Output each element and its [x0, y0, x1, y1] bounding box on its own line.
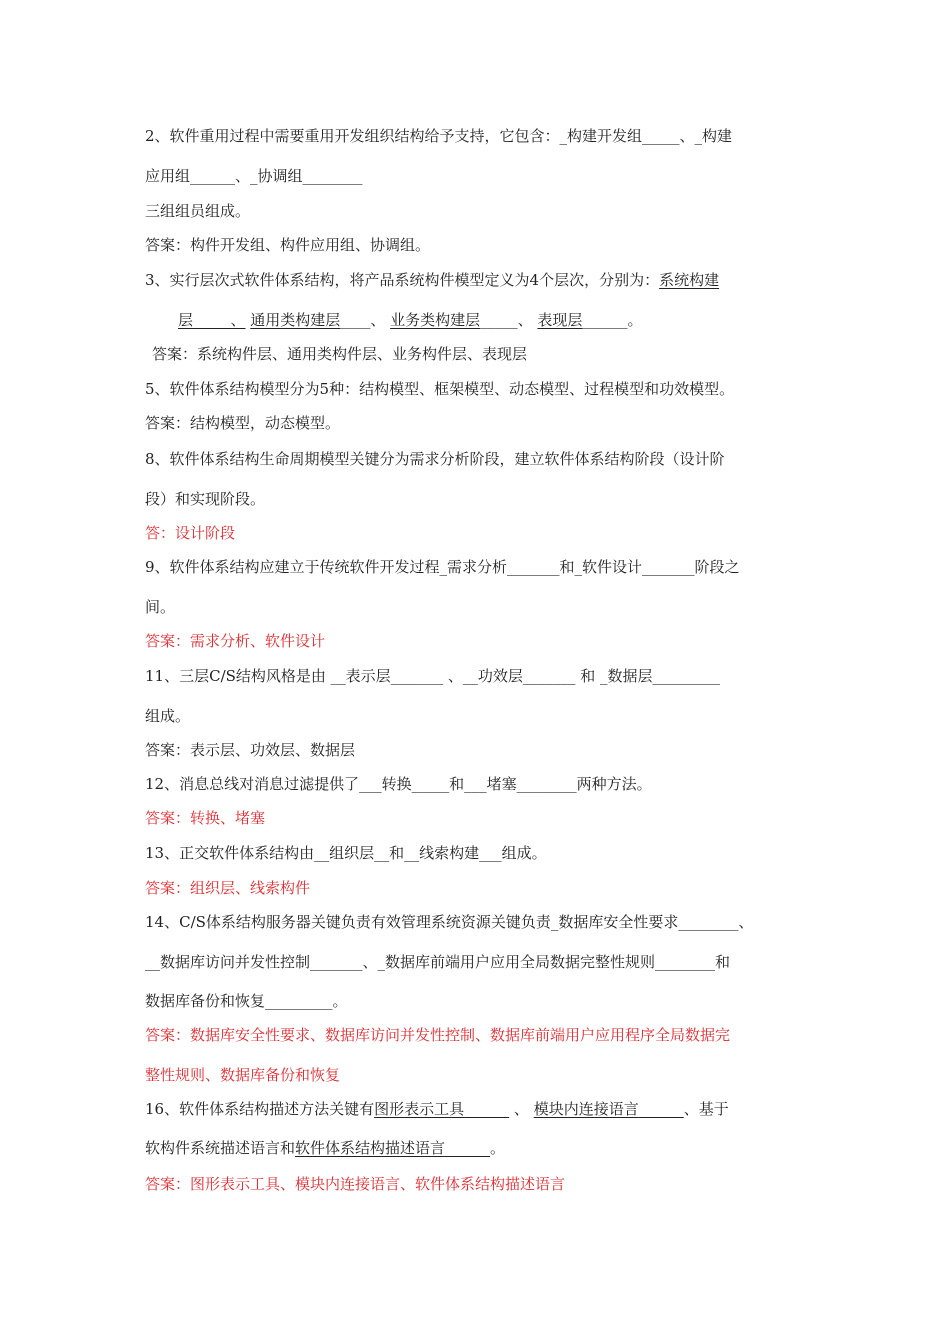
question-8-line-1: 8、软件体系结构生命周期模型关键分为需求分析阶段，建立软件体系结构阶段（设计阶	[145, 450, 725, 468]
question-9-line-2: 间。	[145, 598, 176, 616]
blank-answer: 软件体系结构描述语言	[295, 1139, 446, 1157]
question-5: 5、软件体系结构模型分为5种：结构模型、框架模型、动态模型、过程模型和功效模型。	[145, 380, 735, 398]
question-8-line-2: 段）和实现阶段。	[145, 490, 266, 508]
question-11-line-1: 11、三层C/S结构风格是由 __表示层_______ 、__功效层_______ 和 _数据层_________	[145, 667, 720, 685]
blank-answer: 层_____、	[178, 311, 246, 329]
blank-fill: ____、	[340, 311, 386, 329]
question-12: 12、消息总线对消息过滤提供了___转换_____和___堵塞________两种方法。	[145, 775, 652, 793]
blank-fill	[464, 1100, 509, 1118]
question-14-line-3: 数据库备份和恢复_________。	[145, 992, 348, 1010]
answer-3: 答案：系统构件层、通用类构件层、业务构件层、表现层	[152, 345, 528, 363]
question-16-line-2	[145, 1138, 840, 1158]
answer-11: 答案：表示层、功效层、数据层	[145, 741, 356, 759]
answer-2: 答案：构件开发组、构件应用组、协调组。	[145, 236, 431, 254]
answer-5: 答案：结构模型，动态模型。	[145, 414, 341, 432]
question-2-line-3: 三组组员组成。	[145, 202, 251, 220]
answer-14-line-1: 答案：数据库安全性要求、数据库访问并发性控制、数据库前端用户应用程序全局数据完	[145, 1026, 731, 1044]
question-16-text: 16、软件体系结构描述方法关键有	[145, 1100, 375, 1118]
answer-14-line-2: 整性规则、数据库备份和恢复	[145, 1066, 341, 1084]
blank-answer: 图形表示工具	[374, 1100, 465, 1118]
separator: 、	[513, 1100, 529, 1118]
blank-fill	[445, 1139, 490, 1157]
question-14-line-2: __数据库访问并发性控制_______、_数据库前端用户应用全局数据完整性规则________和	[145, 953, 731, 971]
question-14-line-1: 14、C/S体系结构服务器关键负责有效管理系统资源关键负责_数据库安全性要求________、	[145, 913, 754, 931]
answer-16: 答案：图形表示工具、模块内连接语言、软件体系结构描述语言	[145, 1175, 566, 1193]
question-2-line-1: 2、软件重用过程中需要重用开发组织结构给予支持，它包含：_构建开发组_____、_构建	[145, 127, 733, 145]
question-13: 13、正交软件体系结构由__组织层__和__线索构建___组成。	[145, 844, 547, 862]
blank-fill: _____、	[480, 311, 533, 329]
period: 。	[490, 1139, 506, 1157]
answer-8: 答：设计阶段	[145, 524, 236, 542]
question-16-line-1	[145, 1099, 840, 1119]
question-3-line-1	[145, 270, 840, 290]
blank-fill: ______。	[582, 311, 643, 329]
blank-fill	[639, 1100, 684, 1118]
question-16-text: 、基于	[683, 1100, 729, 1118]
question-16-text: 软构件系统描述语言和	[145, 1139, 296, 1157]
blank-answer: 系统构建	[659, 271, 720, 289]
question-11-line-2: 组成。	[145, 707, 191, 725]
question-9-line-1: 9、软件体系结构应建立于传统软件开发过程_需求分析_______和_软件设计_______阶段之	[145, 558, 740, 576]
answer-12: 答案：转换、堵塞	[145, 809, 266, 827]
blank-answer: 通用类构建层	[250, 311, 341, 329]
answer-9: 答案：需求分析、软件设计	[145, 632, 326, 650]
blank-answer: 模块内连接语言	[533, 1100, 639, 1118]
question-2-line-2: 应用组______、_协调组________	[145, 167, 363, 185]
question-3-line-2	[178, 310, 840, 330]
answer-13: 答案：组织层、线索构件	[145, 879, 311, 897]
blank-answer: 业务类构建层	[390, 311, 481, 329]
question-3-text: 3、实行层次式软件体系结构，将产品系统构件模型定义为4个层次，分别为：	[145, 271, 660, 289]
blank-answer: 表现层	[537, 311, 583, 329]
